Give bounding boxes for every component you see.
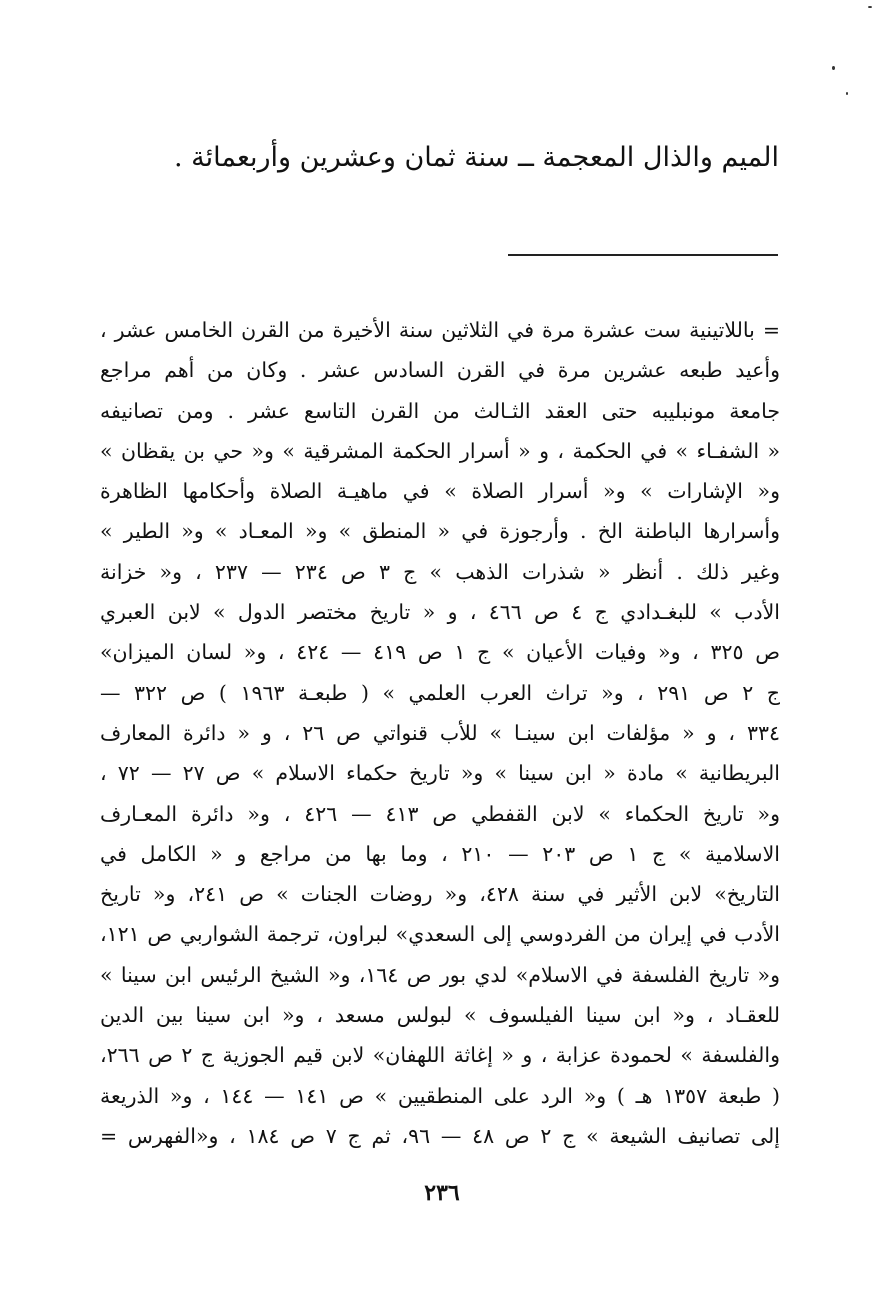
footnote-line: الأدب » للبغـدادي ج ٤ ص ٤٦٦ ، و « تاريخ مختصر الدول » لابن العبري xyxy=(100,600,780,625)
footnotes-block xyxy=(100,310,780,1156)
scan-speck xyxy=(846,92,848,95)
main-text-line: الميم والذال المعجمة ــ سنة ثمان وعشرين وأربعمائة . xyxy=(173,142,779,173)
footnote-separator xyxy=(508,254,778,256)
footnote-line: للعقـاد ، و« ابن سينا الفيلسوف » لبولس مسعد ، و« ابن سينا بين الدين xyxy=(100,1003,780,1028)
footnote-line: الأدب في إيران من الفردوسي إلى السعدي» لبراون، ترجمة الشواربي ص ١٢١، xyxy=(100,922,780,947)
footnote-line: و« الإشارات » و« أسرار الصلاة » في ماهيـة الصلاة وأحكامها الظاهرة xyxy=(100,479,780,504)
footnote-line: ( طبعة ١٣٥٧ هـ ) و« الرد على المنطقيين » ص ١٤١ — ١٤٤ ، و« الذريعة xyxy=(100,1083,780,1108)
footnote-line: = باللاتينية ست عشرة مرة في الثلاثين سنة الأخيرة من القرن الخامس عشر ، xyxy=(100,318,780,342)
footnote-line: و« تاريخ الفلسفة في الاسلام» لدي بور ص ١٦٤، و« الشيخ الرئيس ابن سينا » xyxy=(100,962,780,987)
footnote-line: جامعة مونبليبه حتى العقد الثـالث من القرن التاسع عشر . ومن تصانيفه xyxy=(100,398,780,423)
footnote-line: ص ٣٢٥ ، و« وفيات الأعيان » ج ١ ص ٤١٩ — ٤٢٤ ، و« لسان الميزان» xyxy=(100,640,780,665)
footnote-line: البريطانية » مادة « ابن سينا » و« تاريخ حكماء الاسلام » ص ٢٧ — ٧٢ ، xyxy=(100,761,780,786)
scan-speck xyxy=(868,6,872,8)
footnote-line: وغير ذلك . أنظر « شذرات الذهب » ج ٣ ص ٢٣٤ — ٢٣٧ ، و« خزانة xyxy=(100,559,780,584)
page-number: ٢٣٦ xyxy=(424,1180,460,1206)
scan-speck xyxy=(832,66,835,70)
footnote-line: والفلسفة » لحمودة عزابة ، و « إغاثة اللهفان» لابن قيم الجوزية ج ٢ ص ٢٦٦، xyxy=(100,1043,780,1068)
footnote-line: التاريخ» لابن الأثير في سنة ٤٢٨، و« روضات الجنات » ص ٢٤١، و« تاريخ xyxy=(100,882,780,907)
footnote-line: ٣٣٤ ، و « مؤلفات ابن سينـا » للأب قنواتي ص ٢٦ ، و « دائرة المعارف xyxy=(100,720,780,745)
footnote-line: إلى تصانيف الشيعة » ج ٢ ص ٤٨ — ٩٦، ثم ج ٧ ص ١٨٤ ، و«الفهرس = xyxy=(100,1123,780,1148)
footnote-line: الاسلامية » ج ١ ص ٢٠٣ — ٢١٠ ، وما بها من مراجع و « الكامل في xyxy=(100,841,780,866)
footnote-line: و« تاريخ الحكماء » لابن القفطي ص ٤١٣ — ٤٢٦ ، و« دائرة المعـارف xyxy=(100,801,780,826)
footnote-line: « الشفـاء » في الحكمة ، و « أسرار الحكمة المشرقية » و« حي بن يقظان » xyxy=(100,438,780,463)
footnote-line: وأعيد طبعه عشرين مرة في القرن السادس عشر . وكان من أهم مراجع xyxy=(100,358,780,383)
footnote-line: ج ٢ ص ٢٩١ ، و« تراث العرب العلمي » ( طبعـة ١٩٦٣ ) ص ٣٢٢ — xyxy=(100,680,780,705)
footnote-line: وأسرارها الباطنة الخ . وأرجوزة في « المنطق » و« المعـاد » و« الطير » xyxy=(100,519,780,544)
